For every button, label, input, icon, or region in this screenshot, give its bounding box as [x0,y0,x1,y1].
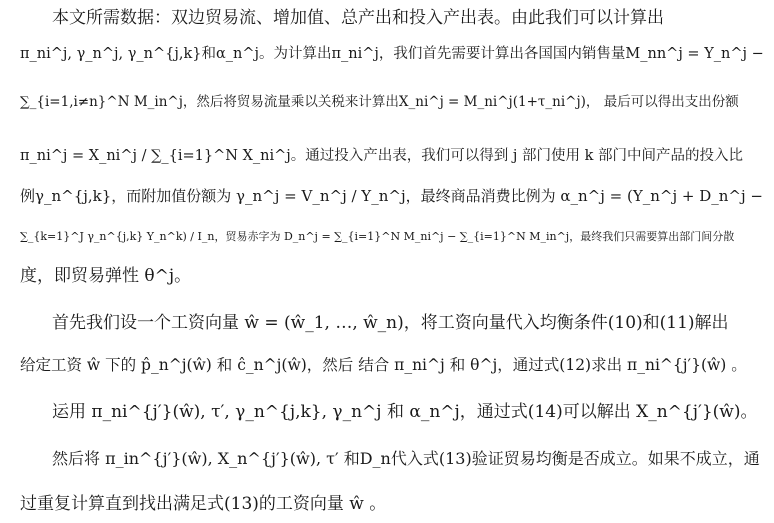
paragraph-line-2: π_ni^j, γ_n^j, γ_n^{j,k}和α_n^j。为计算出π_ni^j，我们首先需要计算出各国国内销售量M_nn^j = Y_n^j − [20,46,764,62]
paragraph-line-6: ∑_{k=1}^J γ_n^{j,k} Y_n^k) / I_n，贸易赤字为 D_n^j = ∑_{i=1}^N M_ni^j − ∑_{i=1}^N M_in^j，最终我们只需要算出部门间分散 [20,230,735,243]
paragraph-line-5: 例γ_n^{j,k}，而附加值份额为 γ_n^j = V_n^j / Y_n^j，最终商品消费比例为 α_n^j = (Y_n^j + D_n^j − [20,187,763,205]
paragraph-line-3: ∑_{i=1,i≠n}^N M_in^j，然后将贸易流量乘以关税来计算出X_ni^j = M_ni^j(1+τ_ni^j)， 最后可以得出支出份额 [20,94,739,110]
paragraph-line-8: 首先我们设一个工资向量 ŵ = (ŵ_1, …, ŵ_n)，将工资向量代入均衡条件(10)和(11)解出 [52,313,729,333]
paragraph-line-9: 给定工资 ŵ 下的 p̂_n^j(ŵ) 和 ĉ_n^j(ŵ)，然后 结合 π_ni^j 和 θ^j，通过式(12)求出 π_ni^{j′}(ŵ) 。 [20,356,747,374]
paragraph-line-10: 运用 π_ni^{j′}(ŵ), τ′, γ_n^{j,k}, γ_n^j 和 α_n^j，通过式(14)可以解出 X_n^{j′}(ŵ)。 [52,402,758,422]
paragraph-line-4: π_ni^j = X_ni^j / ∑_{i=1}^N X_ni^j。通过投入产出表，我们可以得到 j 部门使用 k 部门中间产品的投入比 [20,148,743,164]
paragraph-line-11: 然后将 π_in^{j′}(ŵ), X_n^{j′}(ŵ), τ′ 和D_n代入式(13)验证贸易均衡是否成立。如果不成立，通 [52,449,760,468]
paragraph-line-7: 度，即贸易弹性 θ^j。 [20,266,192,286]
paragraph-line-1: 本文所需数据：双边贸易流、增加值、总产出和投入产出表。由此我们可以计算出 [52,8,664,28]
paragraph-line-12: 过重复计算直到找出满足式(13)的工资向量 ŵ 。 [20,494,387,514]
